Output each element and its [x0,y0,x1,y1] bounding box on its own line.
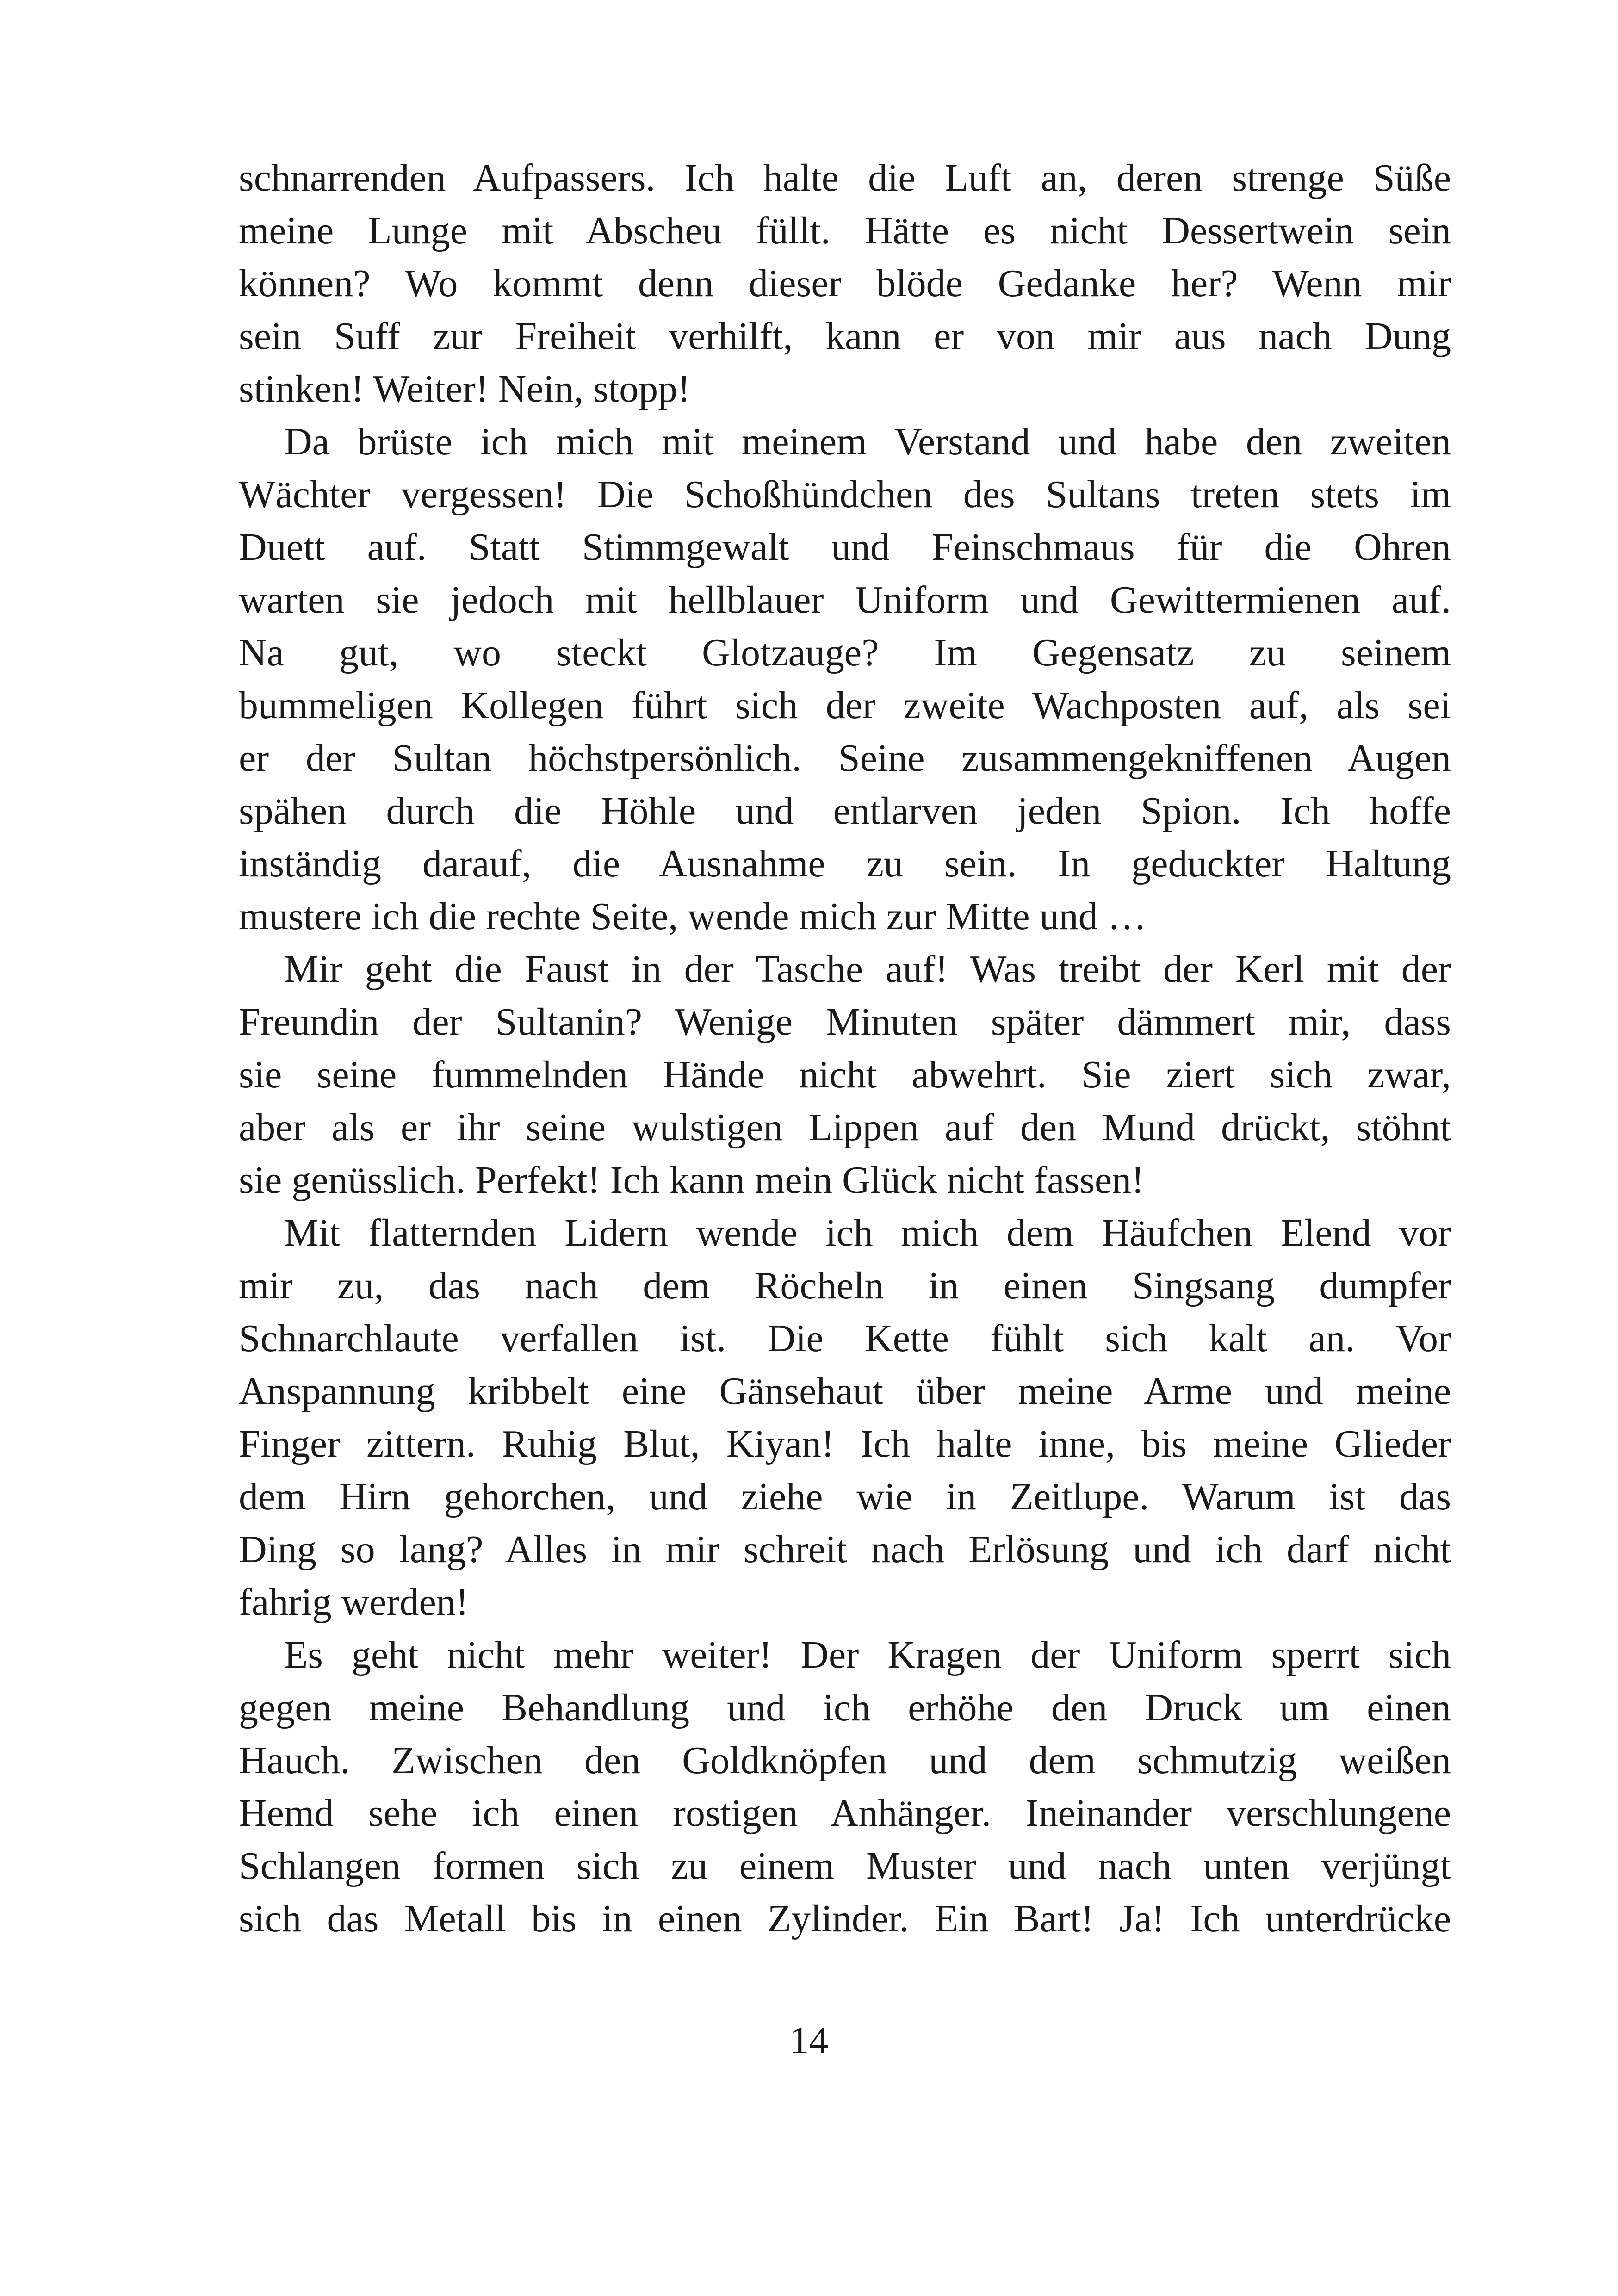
text-line: Wächter vergessen! Die Schoßhündchen des Sultans treten stets im [239,473,1451,516]
text-line: sie seine fummelnden Hände nicht abwehrt. Sie ziert sich zwar, [239,1053,1451,1096]
text-line: mustere ich die rechte Seite, wende mich zur Mitte und … [239,895,1147,938]
text-line: sein Suff zur Freiheit verhilft, kann er von mir aus nach Dung [239,315,1451,358]
text-line: Mir geht die Faust in der Tasche auf! Was treibt der Kerl mit der [284,948,1451,991]
text-line: sich das Metall bis in einen Zylinder. Ein Bart! Ja! Ich unterdrücke [239,1897,1451,1940]
page-number: 14 [789,2019,829,2062]
text-line: Anspannung kribbelt eine Gänsehaut über meine Arme und meine [239,1370,1451,1413]
text-line: aber als er ihr seine wulstigen Lippen auf den Mund drückt, stöhnt [239,1106,1451,1149]
text-line: bummeligen Kollegen führt sich der zweite Wachposten auf, als sei [239,684,1451,727]
text-line: stinken! Weiter! Nein, stopp! [239,367,691,410]
text-line: Es geht nicht mehr weiter! Der Kragen der Uniform sperrt sich [284,1633,1451,1676]
text-line: können? Wo kommt denn dieser blöde Gedanke her? Wenn mir [239,262,1451,305]
text-line: Hemd sehe ich einen rostigen Anhänger. Ineinander verschlungene [239,1792,1451,1835]
text-line: Freundin der Sultanin? Wenige Minuten später dämmert mir, dass [239,1000,1451,1043]
text-line: Na gut, wo steckt Glotzauge? Im Gegensatz zu seinem [239,631,1451,674]
text-line: spähen durch die Höhle und entlarven jeden Spion. Ich hoffe [239,789,1451,832]
text-line: mir zu, das nach dem Röcheln in einen Singsang dumpfer [239,1264,1451,1307]
text-line: sie genüsslich. Perfekt! Ich kann mein Glück nicht fassen! [239,1159,1145,1202]
text-line: Schlangen formen sich zu einem Muster und nach unten verjüngt [239,1844,1451,1887]
text-line: fahrig werden! [239,1581,469,1624]
text-line: Finger zittern. Ruhig Blut, Kiyan! Ich halte inne, bis meine Glieder [239,1422,1451,1465]
text-line: gegen meine Behandlung und ich erhöhe den Druck um einen [239,1686,1451,1729]
text-line: meine Lunge mit Abscheu füllt. Hätte es nicht Dessertwein sein [239,209,1451,252]
text-line: Hauch. Zwischen den Goldknöpfen und dem schmutzig weißen [239,1739,1451,1782]
text-line: Ding so lang? Alles in mir schreit nach Erlösung und ich darf nicht [239,1528,1451,1571]
text-line: warten sie jedoch mit hellblauer Uniform und Gewittermienen auf. [239,578,1451,621]
text-line: Da brüste ich mich mit meinem Verstand und habe den zweiten [284,420,1451,463]
text-line: Mit flatternden Lidern wende ich mich dem Häufchen Elend vor [284,1211,1451,1254]
text-line: schnarrenden Aufpassers. Ich halte die Luft an, deren strenge Süße [239,156,1451,199]
text-line: Duett auf. Statt Stimmgewalt und Feinschmaus für die Ohren [239,526,1451,569]
body-text [239,152,1451,1945]
text-line: er der Sultan höchstpersönlich. Seine zusammengekniffenen Augen [239,737,1451,780]
text-line: Schnarchlaute verfallen ist. Die Kette fühlt sich kalt an. Vor [239,1317,1451,1360]
text-line: dem Hirn gehorchen, und ziehe wie in Zeitlupe. Warum ist das [239,1475,1451,1518]
text-line: inständig darauf, die Ausnahme zu sein. In geduckter Haltung [239,842,1451,885]
